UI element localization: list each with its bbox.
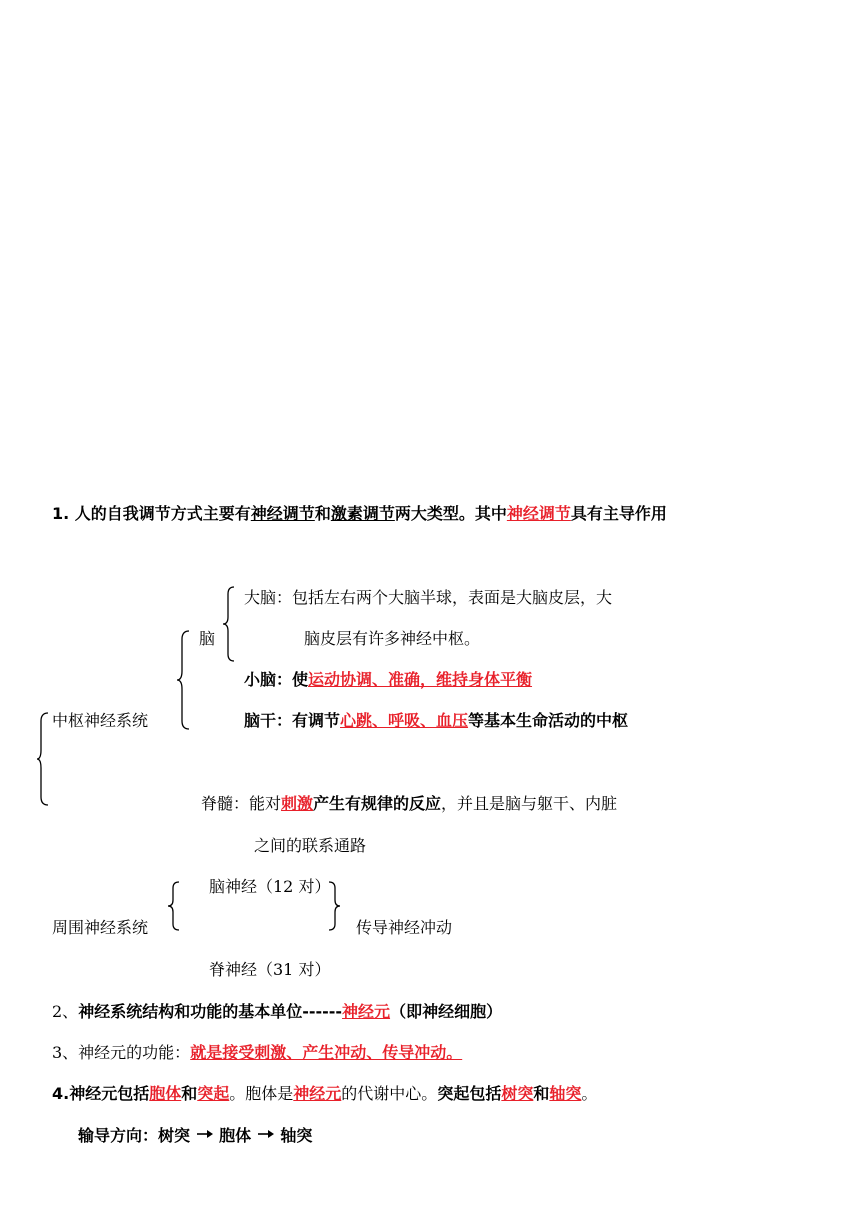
answer-dendrite: 树突 xyxy=(501,1084,534,1103)
peripheral-nervous-system-label: 周围神经系统 xyxy=(52,918,149,937)
answer-cell-body: 胞体 xyxy=(149,1084,182,1103)
item-4: 4.神经元包括胞体和突起。胞体是神经元的代谢中心。突起包括树突和轴突。 xyxy=(52,1084,598,1103)
brain-label: 脑 xyxy=(199,629,216,648)
brace-central-nervous-system xyxy=(36,712,52,806)
cranial-nerves: 脑神经（12 对） xyxy=(209,877,331,896)
spinal-cord-line-2: 之间的联系通路 xyxy=(254,836,367,855)
central-nervous-system-label: 中枢神经系统 xyxy=(52,711,149,730)
answer-stimulus: 刺激 xyxy=(281,794,314,813)
answer-nerve-regulation: 神经调节 xyxy=(506,504,571,523)
answer-cerebellum-function: 运动协调、准确，维持身体平衡 xyxy=(308,670,533,689)
brace-brain xyxy=(221,586,237,662)
answer-axon: 轴突 xyxy=(549,1084,582,1103)
cerebrum-line-2: 脑皮层有许多神经中枢。 xyxy=(304,629,481,648)
answer-brainstem-function: 心跳、呼吸、血压 xyxy=(340,711,469,730)
answer-neuron-function: 就是接受刺激、产生冲动、传导冲动。 xyxy=(190,1043,463,1062)
item-2: 2、神经系统结构和功能的基本单位------神经元（即神经细胞） xyxy=(52,1002,503,1021)
answer-neuron: 神经元 xyxy=(342,1002,391,1021)
right-arrow-icon xyxy=(196,1129,214,1139)
brace-brain-parts xyxy=(174,630,192,730)
brainstem-line: 脑干：有调节心跳、呼吸、血压等基本生命活动的中枢 xyxy=(244,711,629,730)
item-1: 1. 人的自我调节方式主要有神经调节和激素调节两大类型。其中神经调节具有主导作用 xyxy=(52,504,667,523)
conduction-direction: 输导方向：树突 胞体 轴突 xyxy=(78,1126,313,1145)
right-arrow-icon xyxy=(257,1129,275,1139)
cerebrum-line-1: 大脑：包括左右两个大脑半球，表面是大脑皮层，大 xyxy=(244,588,613,607)
answer-process: 突起 xyxy=(197,1084,230,1103)
spinal-nerves: 脊神经（31 对） xyxy=(209,960,331,979)
conduct-nerve-impulse: 传导神经冲动 xyxy=(356,918,453,937)
term-hormone-regulation: 激素调节 xyxy=(330,504,395,523)
answer-neuron-2: 神经元 xyxy=(293,1084,342,1103)
term-nerve-regulation: 神经调节 xyxy=(250,504,315,523)
item-3: 3、神经元的功能：就是接受刺激、产生冲动、传导冲动。 xyxy=(52,1043,463,1062)
brace-peripheral-nervous-system xyxy=(166,881,182,931)
spinal-cord-line-1: 脊髓：能对刺激产生有规律的反应，并且是脑与躯干、内脏 xyxy=(201,794,618,813)
cerebellum-line: 小脑：使运动协调、准确，维持身体平衡 xyxy=(244,670,533,689)
